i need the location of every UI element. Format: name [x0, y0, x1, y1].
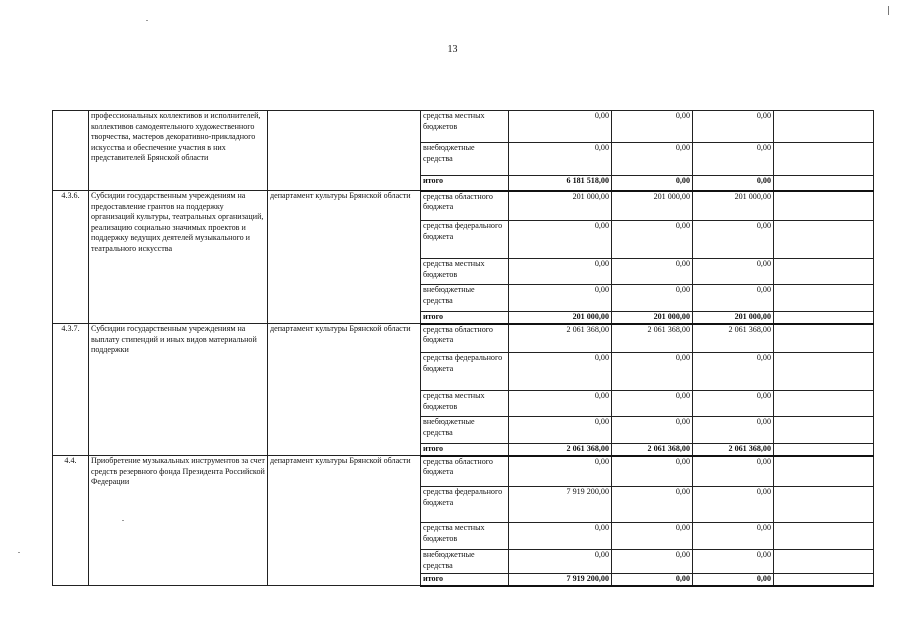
- empty-cell: [774, 191, 874, 221]
- amount-col-1: 0,00: [509, 285, 612, 312]
- funding-row: [53, 111, 874, 143]
- amount-col-2: 2 061 368,00: [612, 324, 693, 353]
- amount-col-3: 0,00: [693, 259, 774, 285]
- amount-col-1: 2 061 368,00: [509, 444, 612, 456]
- item-executor: [268, 111, 421, 191]
- item-name: Приобретение музыкальных инструментов за счет средств резервного фонда Президента Российской Федерации: [89, 456, 268, 586]
- amount-col-3: 0,00: [693, 456, 774, 487]
- amount-col-1: 7 919 200,00: [509, 487, 612, 523]
- amount-col-3: 201 000,00: [693, 191, 774, 221]
- item-executor: департамент культуры Брянской области: [268, 456, 421, 586]
- funding-source: средства местных бюджетов: [421, 391, 509, 417]
- amount-col-3: 0,00: [693, 221, 774, 259]
- amount-col-3: 0,00: [693, 176, 774, 191]
- amount-col-1: 0,00: [509, 111, 612, 143]
- funding-source: средства областного бюджета: [421, 456, 509, 487]
- item-number: [53, 111, 89, 191]
- amount-col-2: 201 000,00: [612, 312, 693, 324]
- funding-source: средства федерального бюджета: [421, 353, 509, 391]
- amount-col-3: 2 061 368,00: [693, 444, 774, 456]
- funding-source: средства местных бюджетов: [421, 259, 509, 285]
- amount-col-2: 0,00: [612, 143, 693, 176]
- funding-row: [53, 456, 874, 487]
- item-name: Субсидии государственным учреждениям на выплату стипендий и иных видов материальной поддержки: [89, 324, 268, 456]
- funding-source: средства местных бюджетов: [421, 111, 509, 143]
- amount-col-1: 201 000,00: [509, 312, 612, 324]
- funding-source: внебюджетные средства: [421, 417, 509, 444]
- scan-speck: [18, 552, 20, 553]
- amount-col-1: 0,00: [509, 456, 612, 487]
- funding-source: средства областного бюджета: [421, 191, 509, 221]
- amount-col-2: 201 000,00: [612, 191, 693, 221]
- empty-cell: [774, 487, 874, 523]
- amount-col-3: 201 000,00: [693, 312, 774, 324]
- amount-col-2: 0,00: [612, 574, 693, 586]
- amount-col-2: 0,00: [612, 550, 693, 574]
- amount-col-2: 0,00: [612, 111, 693, 143]
- amount-col-3: 0,00: [693, 143, 774, 176]
- empty-cell: [774, 417, 874, 444]
- amount-col-3: 0,00: [693, 353, 774, 391]
- funding-source: внебюджетные средства: [421, 550, 509, 574]
- amount-col-1: 7 919 200,00: [509, 574, 612, 586]
- item-number: 4.3.7.: [53, 324, 89, 456]
- amount-col-2: 0,00: [612, 259, 693, 285]
- amount-col-2: 0,00: [612, 353, 693, 391]
- empty-cell: [774, 324, 874, 353]
- amount-col-1: 0,00: [509, 417, 612, 444]
- funding-source: итого: [421, 444, 509, 456]
- empty-cell: [774, 523, 874, 550]
- amount-col-1: 0,00: [509, 523, 612, 550]
- amount-col-1: 0,00: [509, 143, 612, 176]
- empty-cell: [774, 176, 874, 191]
- amount-col-2: 0,00: [612, 456, 693, 487]
- amount-col-2: 0,00: [612, 523, 693, 550]
- funding-source: итого: [421, 312, 509, 324]
- page-number: 13: [447, 44, 458, 55]
- amount-col-1: 2 061 368,00: [509, 324, 612, 353]
- empty-cell: [774, 444, 874, 456]
- amount-col-1: 0,00: [509, 550, 612, 574]
- amount-col-3: 0,00: [693, 417, 774, 444]
- funding-source: средства местных бюджетов: [421, 523, 509, 550]
- amount-col-1: 6 181 518,00: [509, 176, 612, 191]
- amount-col-2: 2 061 368,00: [612, 444, 693, 456]
- amount-col-2: 0,00: [612, 391, 693, 417]
- scan-edge-mark: [888, 6, 889, 15]
- amount-col-3: 0,00: [693, 487, 774, 523]
- item-name: Субсидии государственным учреждениям на предоставление грантов на поддержку организаций культуры, театральных организаций, реализацию социально значимых проектов и поддержку ведущих деятелей музыкального и театрального искусства: [89, 191, 268, 324]
- item-number: 4.3.6.: [53, 191, 89, 324]
- item-number: 4.4.: [53, 456, 89, 586]
- amount-col-3: 2 061 368,00: [693, 324, 774, 353]
- empty-cell: [774, 221, 874, 259]
- funding-source: внебюджетные средства: [421, 285, 509, 312]
- empty-cell: [774, 353, 874, 391]
- empty-cell: [774, 259, 874, 285]
- empty-cell: [774, 143, 874, 176]
- funding-row: [53, 191, 874, 221]
- funding-source: средства федерального бюджета: [421, 487, 509, 523]
- amount-col-3: 0,00: [693, 391, 774, 417]
- funding-source: средства федерального бюджета: [421, 221, 509, 259]
- amount-col-1: 0,00: [509, 391, 612, 417]
- amount-col-2: 0,00: [612, 221, 693, 259]
- item-name: профессиональных коллективов и исполнителей, коллективов самодеятельного художественного творчества, мастеров декоративно-прикладного искусства и обеспечение участия в них представителей Брянской области: [89, 111, 268, 191]
- empty-cell: [774, 574, 874, 586]
- item-executor: департамент культуры Брянской области: [268, 191, 421, 324]
- amount-col-2: 0,00: [612, 417, 693, 444]
- amount-col-2: 0,00: [612, 285, 693, 312]
- amount-col-3: 0,00: [693, 285, 774, 312]
- budget-table: [52, 110, 874, 587]
- amount-col-2: 0,00: [612, 487, 693, 523]
- item-executor: департамент культуры Брянской области: [268, 324, 421, 456]
- funding-source: внебюджетные средства: [421, 143, 509, 176]
- amount-col-3: 0,00: [693, 574, 774, 586]
- amount-col-3: 0,00: [693, 523, 774, 550]
- empty-cell: [774, 391, 874, 417]
- empty-cell: [774, 111, 874, 143]
- empty-cell: [774, 312, 874, 324]
- empty-cell: [774, 550, 874, 574]
- amount-col-3: 0,00: [693, 111, 774, 143]
- funding-source: средства областного бюджета: [421, 324, 509, 353]
- amount-col-1: 201 000,00: [509, 191, 612, 221]
- empty-cell: [774, 285, 874, 312]
- amount-col-1: 0,00: [509, 221, 612, 259]
- funding-source: итого: [421, 176, 509, 191]
- amount-col-3: 0,00: [693, 550, 774, 574]
- empty-cell: [774, 456, 874, 487]
- scan-speck: [146, 20, 148, 21]
- amount-col-1: 0,00: [509, 259, 612, 285]
- funding-source: итого: [421, 574, 509, 586]
- amount-col-2: 0,00: [612, 176, 693, 191]
- amount-col-1: 0,00: [509, 353, 612, 391]
- funding-row: [53, 324, 874, 353]
